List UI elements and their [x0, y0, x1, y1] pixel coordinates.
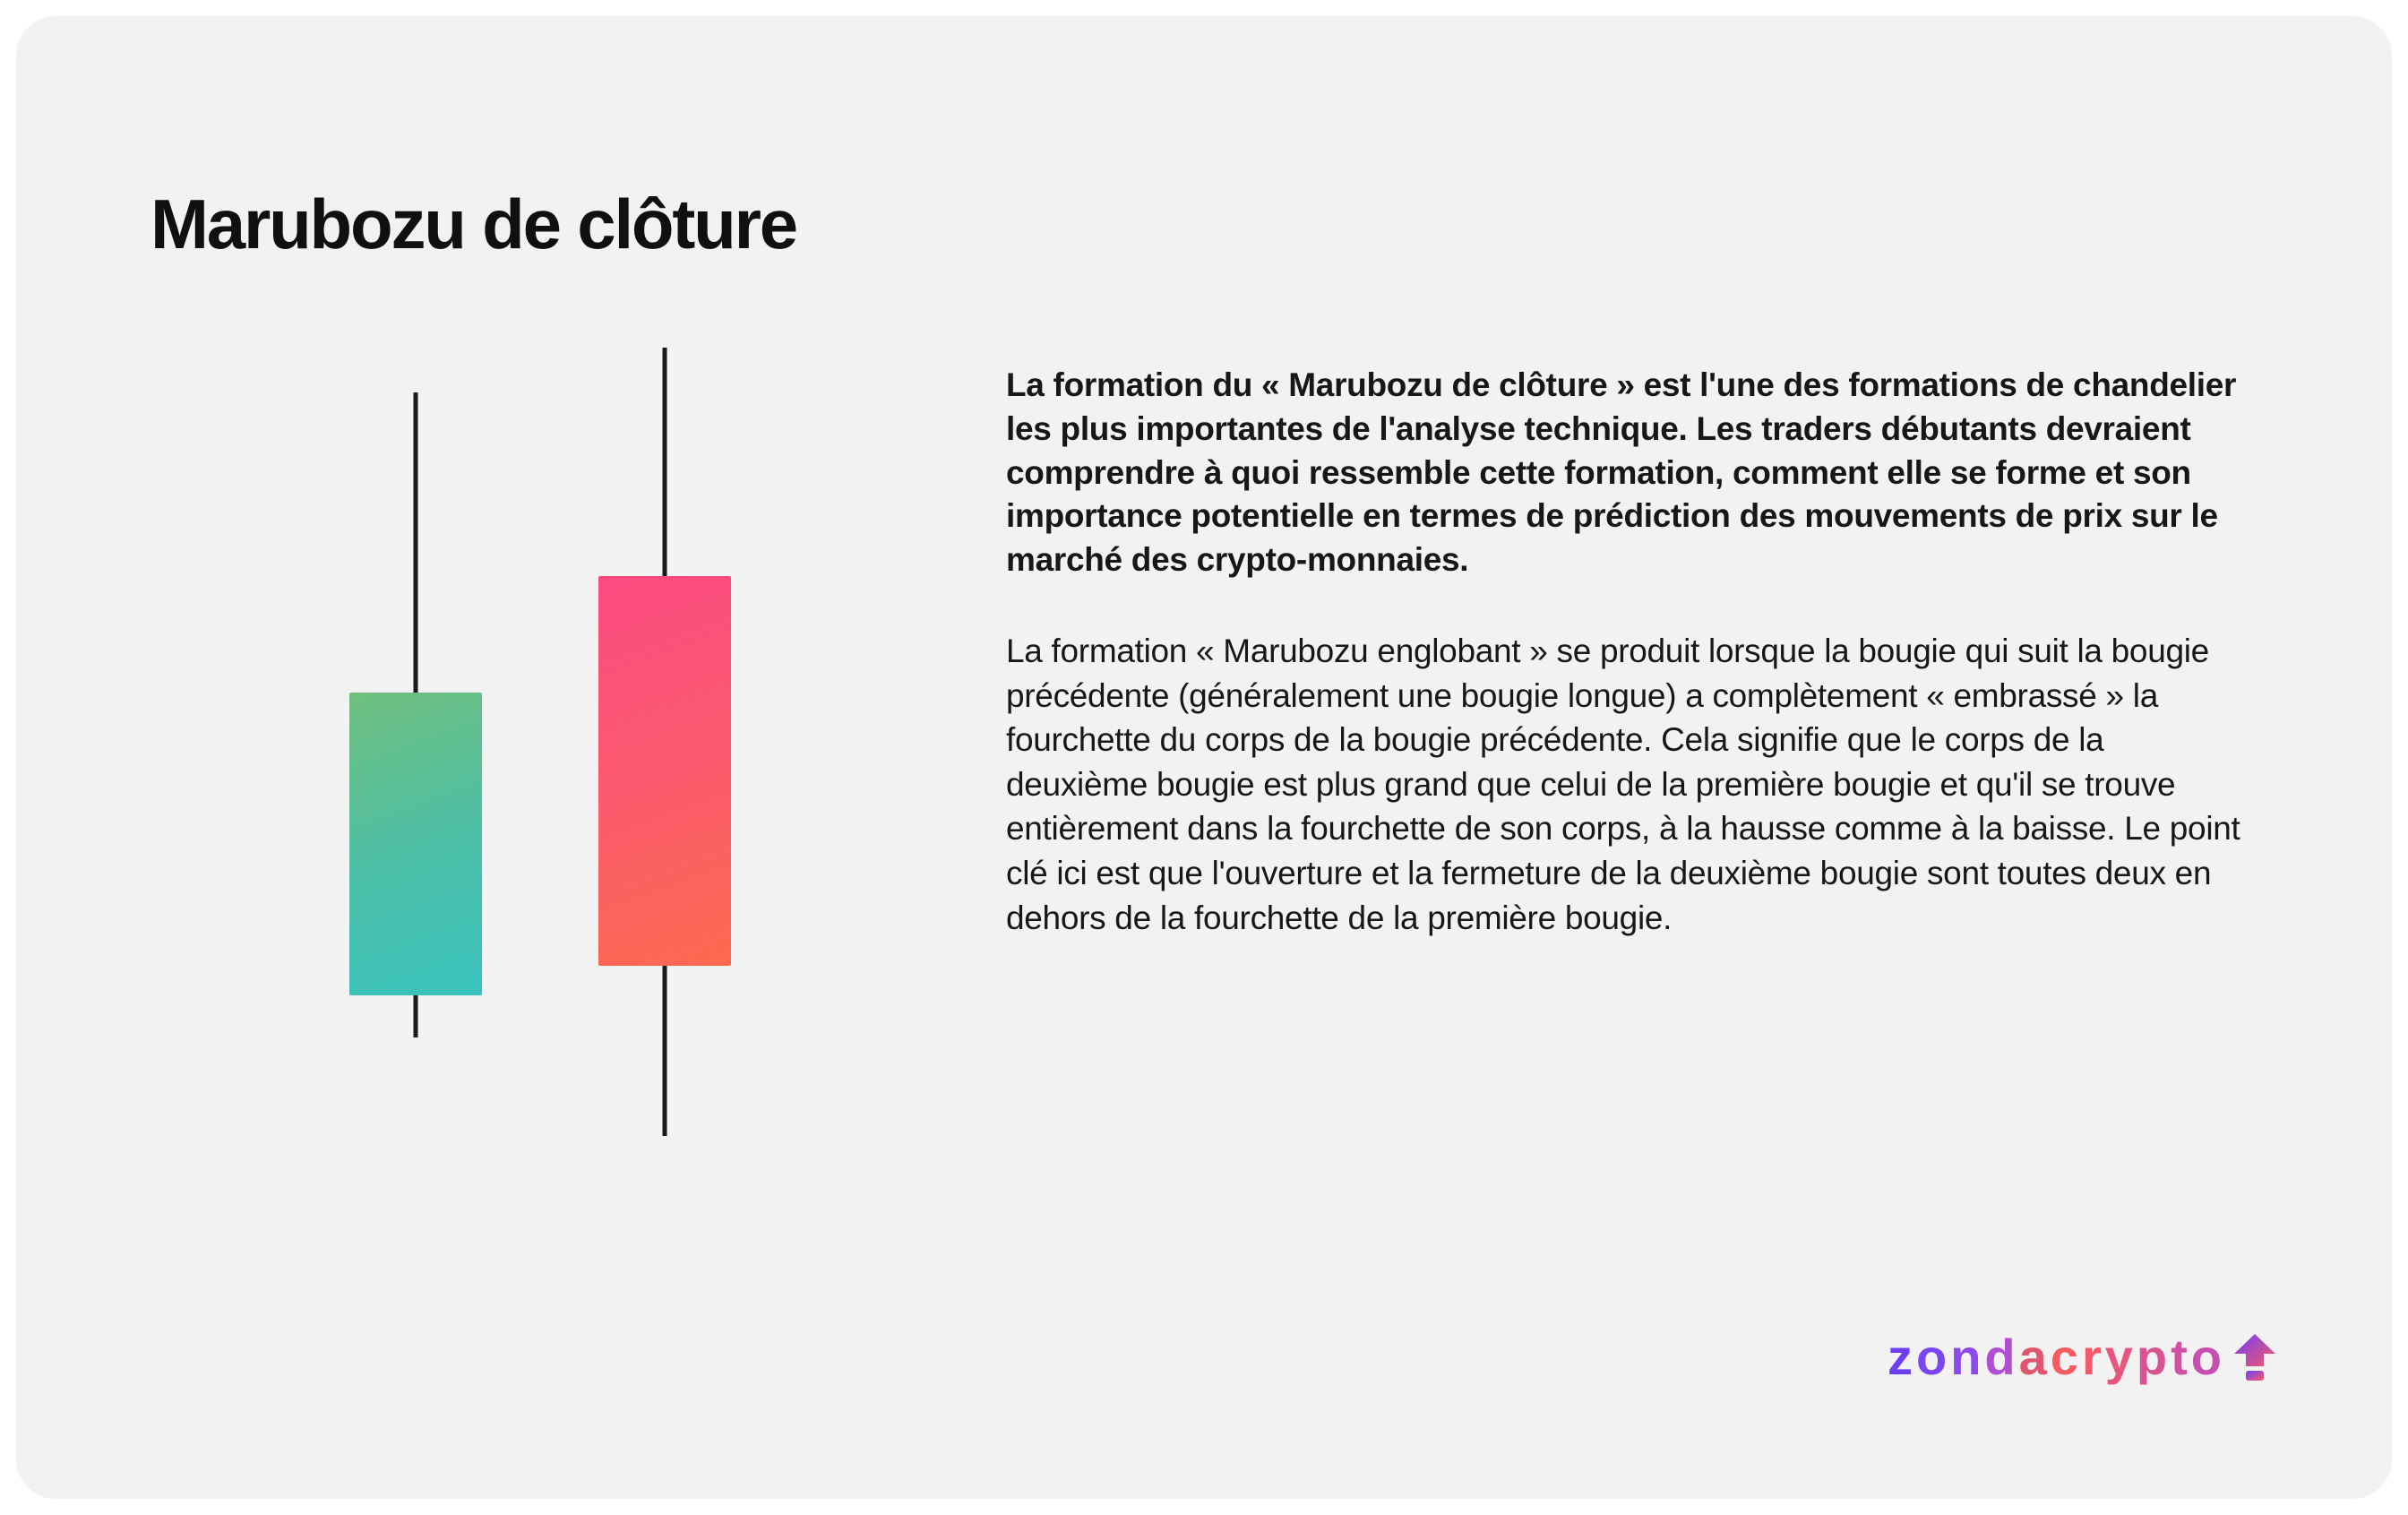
zonda-arrow-icon: [2234, 1334, 2275, 1381]
candlestick-bearish: [598, 392, 731, 1288]
content-card: [16, 16, 2392, 1499]
article-text: [1006, 364, 2251, 940]
logo-letter: t: [2171, 1329, 2186, 1385]
zondacrypto-logo[interactable]: [1887, 1329, 2275, 1385]
logo-letter: n: [1950, 1329, 1980, 1385]
candle-body-bearish: [598, 576, 731, 966]
logo-letter: c: [2050, 1329, 2077, 1385]
logo-letter: z: [1887, 1329, 1911, 1385]
logo-letter: a: [2018, 1329, 2045, 1385]
candlestick-bullish: [349, 392, 482, 1288]
logo-letter: d: [1984, 1329, 2014, 1385]
logo-letter: o: [1915, 1329, 1946, 1385]
paragraph-body: La formation « Marubozu englobant » se produit lorsque la bougie qui suit la bougie précédente (généralement une bougie longue) a complètement « embrassé » la fourchette du corps de la bougie précédente. Cela signifie que le corps de la deuxième bougie est plus grand que celui de la première bougie et qu'il se trouve entièrement dans la fourchette de son corps, à la hausse comme à la baisse. Le point clé ici est que l'ouverture et la fermeture de la deuxième bougie sont toutes deux en dehors de la fourchette de la première bougie.: [1006, 633, 2240, 936]
page-title: Marubozu de clôture: [150, 185, 796, 264]
logo-letter: y: [2104, 1329, 2131, 1385]
paragraph-lead: La formation du « Marubozu de clôture » est l'une des formations de chandelier les plus importantes de l'analyse technique. Les traders débutants devraient comprendre à quoi ressemble cette formation, comment elle se forme et son importance potentielle en termes de prédiction des mouvements de prix sur le marché des crypto-monnaies.: [1006, 366, 2237, 579]
logo-letter: r: [2081, 1329, 2100, 1385]
logo-letter: o: [2190, 1329, 2220, 1385]
candle-body-bullish: [349, 693, 482, 995]
candlestick-chart: [285, 392, 840, 1288]
logo-letter: p: [2136, 1329, 2166, 1385]
